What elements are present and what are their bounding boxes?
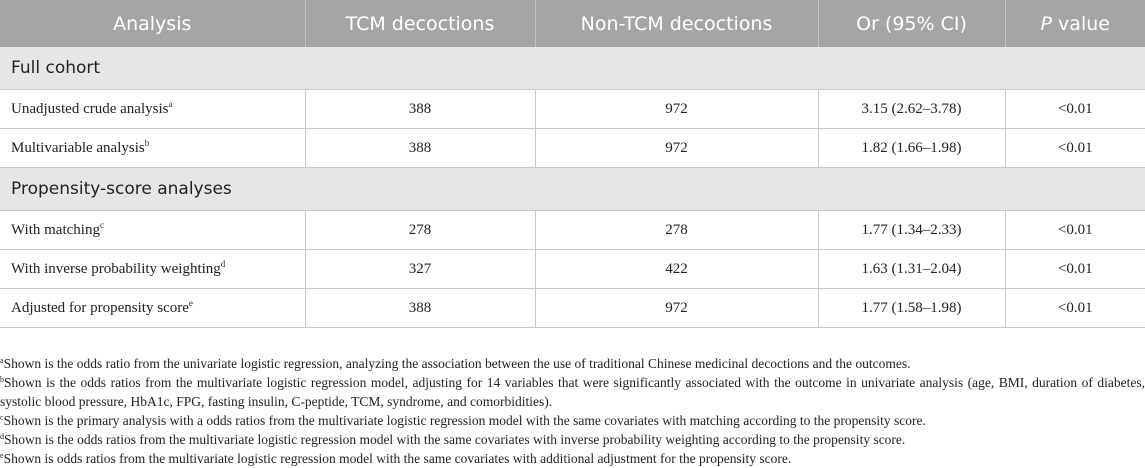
p-italic: P [1040, 12, 1053, 35]
section-row [0, 47, 1145, 90]
col-header-or-ci: Or (95% CI) [818, 0, 1005, 47]
footnote-mark: c [99, 219, 104, 230]
footnote-mark: e [188, 297, 193, 308]
footnote-mark: b [144, 137, 150, 148]
row-label: Unadjusted crude analysis$^a$ [0, 90, 305, 129]
or-ci-value: 3.15 (2.62–3.78) [818, 90, 1005, 129]
p-rest: value [1052, 12, 1110, 35]
col-header-non-tcm: Non-TCM decoctions [535, 0, 818, 47]
section-title: Propensity-score analyses [0, 168, 1145, 211]
or-ci-value: 1.77 (1.34–2.33) [818, 211, 1005, 250]
non-tcm-value: 972 [535, 90, 818, 129]
col-header-tcm: TCM decoctions [305, 0, 535, 47]
tcm-value: 388 [305, 129, 535, 168]
table-row [0, 250, 1145, 289]
non-tcm-value: 278 [535, 211, 818, 250]
row-label: Multivariable analysis$^b$ [0, 129, 305, 168]
or-ci-value: 1.63 (1.31–2.04) [818, 250, 1005, 289]
p-value: <0.01 [1005, 90, 1145, 129]
or-ci-value: 1.77 (1.58–1.98) [818, 289, 1005, 328]
non-tcm-value: 422 [535, 250, 818, 289]
footnote: $^d$Shown is the odds ratios from the multivariate logistic regression model with the same covariates with inverse probability weighting according to the propensity score. [0, 432, 906, 447]
header-row [0, 0, 1145, 47]
tcm-value: 327 [305, 250, 535, 289]
p-value: <0.01 [1005, 250, 1145, 289]
or-ci-value: 1.82 (1.66–1.98) [818, 129, 1005, 168]
row-label: With matching$^c$ [0, 211, 305, 250]
tcm-value: 388 [305, 90, 535, 129]
footnote: $^a$Shown is the odds ratio from the univariate logistic regression, analyzing the association between the use of traditional Chinese medicinal decoctions and the outcomes. [0, 356, 911, 371]
p-value: <0.01 [1005, 289, 1145, 328]
table-row [0, 129, 1145, 168]
table-row [0, 90, 1145, 129]
section-title: Full cohort [0, 47, 1145, 90]
non-tcm-value: 972 [535, 289, 818, 328]
footnote: $^b$Shown is the odds ratios from the multivariate logistic regression model, adjusting for 14 variables that were significantly associated with the outcome in univariate analysis (age, BMI, duration of diabetes, systolic blood pressure, HbA1c, FPG, fasting insulin, C-peptide, TCM, syndrome, and comorbidities). [0, 375, 1145, 409]
col-header-p-value [1005, 0, 1145, 47]
tcm-value: 278 [305, 211, 535, 250]
footnote: $^c$Shown is the primary analysis with a odds ratios from the multivariate logistic regression model with the same covariates with matching according to the propensity score. [0, 413, 926, 428]
p-value: <0.01 [1005, 129, 1145, 168]
non-tcm-value: 972 [535, 129, 818, 168]
tcm-value: 388 [305, 289, 535, 328]
p-value: <0.01 [1005, 211, 1145, 250]
row-label: With inverse probability weighting$^d$ [0, 250, 305, 289]
section-row [0, 168, 1145, 211]
table-row [0, 289, 1145, 328]
footnote: $^e$Shown is odds ratios from the multivariate logistic regression model with the same covariates with additional adjustment for the propensity score. [0, 451, 792, 466]
col-header-analysis: Analysis [0, 0, 305, 47]
table-row [0, 211, 1145, 250]
footnote-mark: d [220, 258, 226, 269]
row-label: Adjusted for propensity score$^e$ [0, 289, 305, 328]
footnote-mark: a [168, 98, 173, 109]
